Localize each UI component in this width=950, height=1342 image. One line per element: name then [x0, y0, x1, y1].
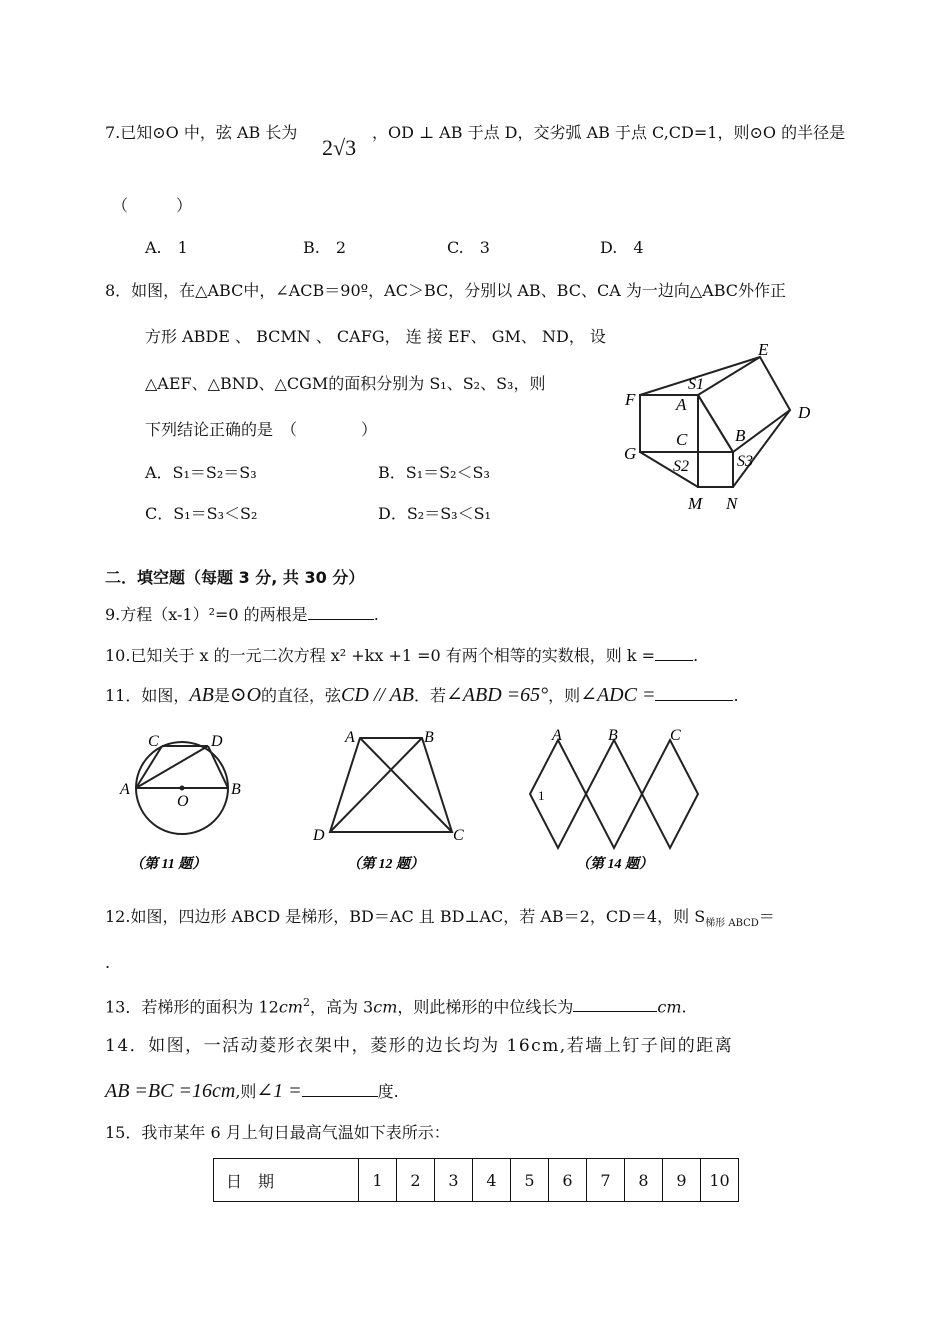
- fig8-label-m: M: [688, 494, 703, 513]
- q8-line1: 8．如图，在△ABC中，∠ACB＝90º，AC＞BC，分别以 AB、BC、CA 为一边向△ABC外作正: [105, 281, 787, 300]
- q10: [105, 645, 698, 667]
- q13-b: ，高为 3: [309, 997, 374, 1017]
- q8-option-a: A．S₁＝S₂＝S₃: [145, 463, 257, 482]
- fig14-label-b: B: [608, 727, 618, 744]
- fig12-label-b: B: [424, 729, 434, 746]
- fig8-label-n: N: [726, 494, 738, 513]
- fig-11: [118, 726, 253, 880]
- q8-option-d: D．S₂＝S₃＜S₁: [378, 504, 491, 523]
- fig14-label-c: C: [670, 727, 681, 744]
- q15-table: [213, 1158, 739, 1202]
- q10-answer-blank: [655, 646, 693, 661]
- table-cell: 3: [435, 1159, 473, 1202]
- q7-text-a: 7.已知⊙O 中，弦 AB 长为: [105, 123, 298, 142]
- q11-b: 是: [213, 686, 230, 705]
- fig11-label-b: B: [231, 781, 241, 798]
- q8-line2: 方形 ABDE 、 BCMN 、 CAFG， 连 接 EF、 GM、 ND， 设: [145, 327, 606, 346]
- q12: [105, 906, 775, 935]
- fig12-label-a: A: [345, 729, 355, 746]
- q7-stem-b: ，OD ⊥ AB 于点 D，交劣弧 AB 于点 C,CD=1，则⊙O 的半径是: [372, 123, 846, 142]
- q13-c: ，则此梯形的中位线长为: [397, 997, 574, 1017]
- table-cell: 9: [663, 1159, 701, 1202]
- fig11-label-c: C: [148, 733, 159, 750]
- q7-radical: 2√3: [322, 135, 357, 160]
- q13-end: .: [681, 997, 687, 1017]
- q12-eq: ＝: [758, 907, 775, 926]
- fig12-svg: [305, 726, 475, 876]
- fig11-label-o: O: [177, 793, 189, 810]
- table-cell: 4: [473, 1159, 511, 1202]
- fig11-label-d: D: [211, 733, 223, 750]
- table-header-date: 日 期: [214, 1159, 359, 1202]
- q13: [105, 992, 687, 1018]
- fig8-label-s3: S3: [737, 453, 753, 470]
- fig12-caption: （第 12 题）: [347, 857, 424, 872]
- q11-cd: CD // AB: [341, 684, 415, 706]
- fig14-caption: （第 14 题）: [576, 857, 653, 872]
- fig8-label-e: E: [758, 340, 769, 359]
- fig8-label-b: B: [735, 426, 746, 445]
- q13-unit-3: cm: [657, 997, 682, 1017]
- fig12-label-d: D: [313, 827, 325, 844]
- q8-option-b: B．S₁＝S₂＜S₃: [378, 463, 490, 482]
- q12-dot: .: [105, 953, 111, 972]
- q14-math: AB =BC =16cm: [105, 1080, 236, 1102]
- table-cell: 7: [587, 1159, 625, 1202]
- q11-circ: ⊙O: [229, 684, 262, 706]
- fig8-label-a: A: [676, 395, 687, 414]
- q11-end: .: [733, 686, 739, 705]
- q10-text: 10.已知关于 x 的一元二次方程 x² +kx +1 =0 有两个相等的实数根，则 k =: [105, 646, 656, 665]
- q13-unit-2: cm: [373, 997, 398, 1017]
- q11-a: 11．如图，: [105, 686, 190, 705]
- table-row: [214, 1159, 739, 1202]
- fig-12: [305, 726, 475, 880]
- q7-option-c: C. 3: [447, 238, 490, 257]
- q15-text: 15．我市某年 6 月上旬日最高气温如下表所示：: [105, 1123, 450, 1142]
- q10-end: .: [693, 646, 699, 665]
- q14-answer-blank: [302, 1082, 378, 1097]
- q7-option-a: A. 1: [145, 238, 188, 257]
- table-cell: 6: [549, 1159, 587, 1202]
- table-cell: 2: [397, 1159, 435, 1202]
- fig8-label-c: C: [676, 430, 688, 449]
- q7-stem: [105, 122, 297, 144]
- q14-angle: ∠1 =: [256, 1080, 302, 1102]
- fig12-label-c: C: [453, 827, 464, 844]
- q11-answer-blank: [655, 686, 733, 701]
- q14-c: 度.: [377, 1082, 399, 1101]
- q7-paren: （ ）: [112, 196, 193, 215]
- q9-end: .: [373, 605, 379, 624]
- q8-figure-svg: [620, 335, 830, 515]
- fig8-label-g: G: [624, 444, 637, 463]
- q9-answer-blank: [308, 605, 374, 620]
- fig8-label-f: F: [625, 390, 636, 409]
- q11: [105, 684, 739, 707]
- q8-line4: 下列结论正确的是 （ ）: [145, 420, 378, 439]
- q11-d: ．若: [414, 686, 447, 705]
- fig11-label-a: A: [120, 781, 130, 798]
- q13-unit-1: cm: [278, 997, 303, 1017]
- fig14-svg: [518, 726, 718, 876]
- q14-line1: 14．如图，一活动菱形衣架中，菱形的边长均为 16cm,若墙上钉子间的距离: [105, 1036, 734, 1056]
- fig8-label-s2: S2: [673, 458, 689, 475]
- fig14-label-a: A: [552, 727, 562, 744]
- q14-line2: [105, 1080, 399, 1103]
- q13-sup: 2: [302, 996, 310, 1009]
- q7-option-d: D. 4: [600, 238, 644, 257]
- q11-ab: AB: [189, 684, 214, 706]
- q11-c: 的直径，弦: [261, 686, 342, 705]
- q12-text: 12.如图，四边形 ABCD 是梯形，BD＝AC 且 BD⊥AC，若 AB＝2，CD＝4，则 S: [105, 907, 706, 926]
- q14-b: ,则: [235, 1082, 257, 1101]
- q9: [105, 604, 379, 626]
- table-cell: 1: [359, 1159, 397, 1202]
- fig14-label-angle1: 1: [538, 788, 545, 803]
- q7-option-b: B. 2: [303, 238, 347, 257]
- q8-option-c: C．S₁＝S₃＜S₂: [145, 504, 258, 523]
- q11-e: ，则: [548, 686, 581, 705]
- fig11-svg: [118, 726, 253, 876]
- q11-angle-adc: ∠ADC =: [580, 684, 656, 706]
- fig8-label-s1: S1: [688, 376, 704, 393]
- q9-text: 9.方程（x-1）²=0 的两根是: [105, 605, 308, 624]
- fig8-label-d: D: [798, 403, 811, 422]
- table-cell: 8: [625, 1159, 663, 1202]
- fig11-caption: （第 11 题）: [130, 857, 207, 872]
- q12-sub: 梯形 ABCD: [705, 918, 759, 929]
- q8-figure: [620, 335, 830, 519]
- q11-angle-abd: ∠ABD =65°: [446, 684, 549, 706]
- fig-14: [518, 726, 718, 880]
- q8-line3: △AEF、△BND、△CGM的面积分别为 S₁、S₂、S₃，则: [145, 374, 546, 393]
- table-cell: 5: [511, 1159, 549, 1202]
- q13-a: 13．若梯形的面积为 12: [105, 997, 279, 1017]
- q13-answer-blank: [573, 997, 657, 1012]
- section-2-heading: 二．填空题（每题 3 分, 共 30 分）: [105, 568, 365, 587]
- table-cell: 10: [701, 1159, 739, 1202]
